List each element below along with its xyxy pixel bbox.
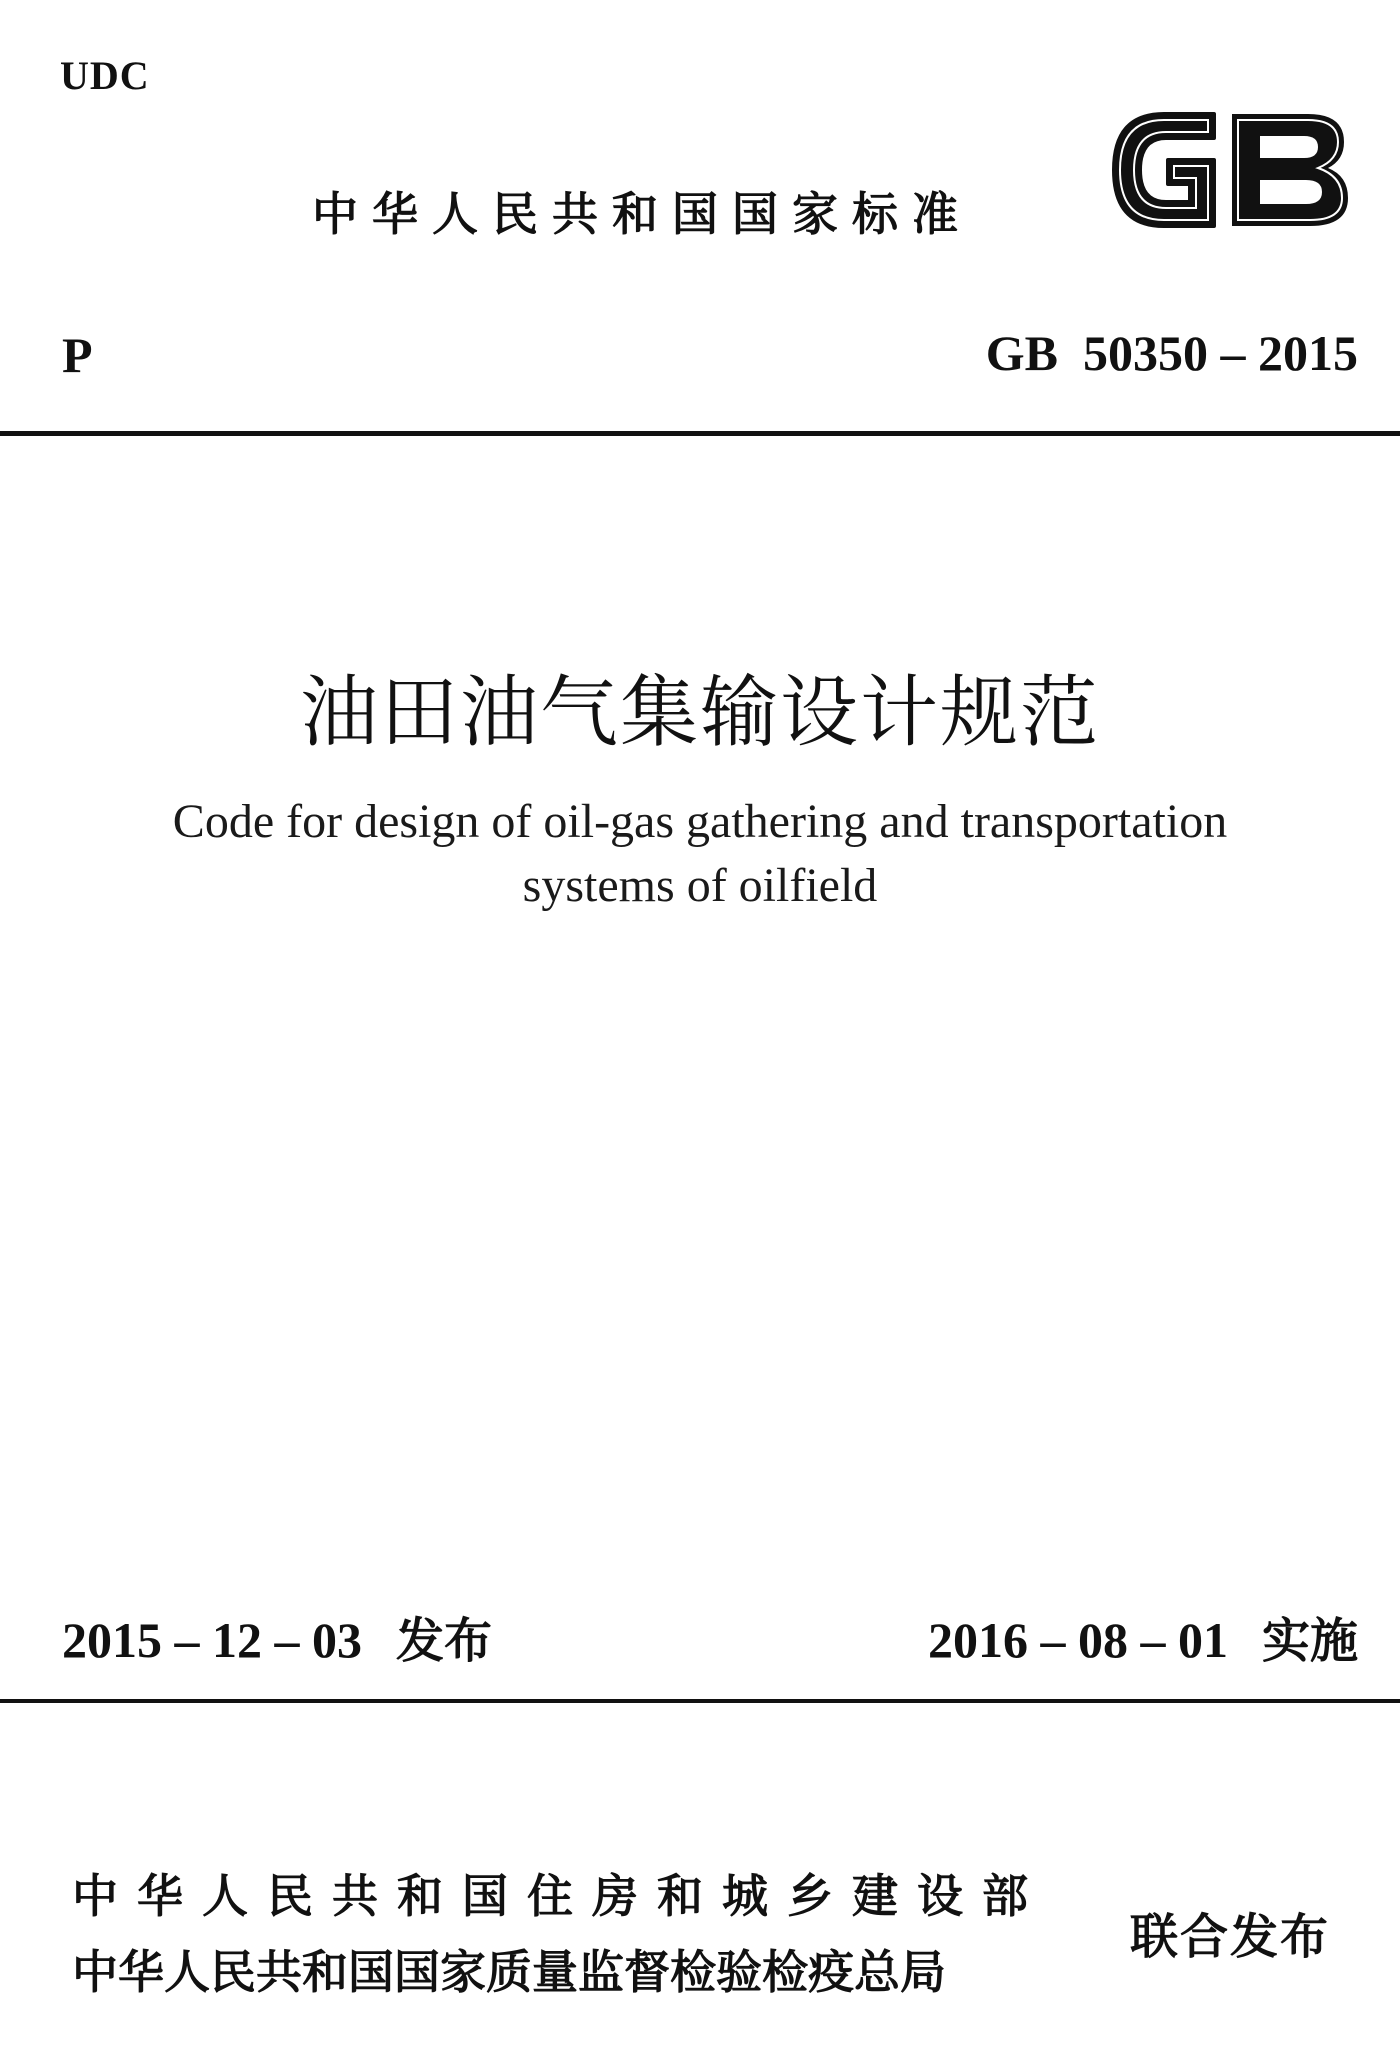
- bottom-divider: [0, 1699, 1400, 1703]
- standard-number: GB 50350 – 2015: [985, 325, 1358, 381]
- effective-date: 2016 – 08 – 01: [927, 1612, 1228, 1668]
- effective-label: 实施: [1261, 1613, 1358, 1669]
- title-english-line1: Code for design of oil-gas gathering and transportation: [172, 795, 1228, 848]
- national-standard-label: 中华人民共和国国家标准: [312, 187, 972, 241]
- title-english-line2: systems of oilfield: [522, 859, 878, 912]
- udc-label: UDC: [60, 53, 150, 98]
- title-english: [0, 790, 1400, 918]
- joint-publish-label: 联合发布: [1130, 1909, 1331, 1965]
- publisher-line1: 中华人民共和国住房和城乡建设部: [72, 1869, 1047, 1923]
- effective-block: [928, 1602, 1358, 1671]
- gb-logo: [1096, 100, 1360, 240]
- title-chinese: 油田油气集输设计规范: [299, 668, 1100, 758]
- issue-label: 发布: [396, 1613, 493, 1669]
- top-divider: [0, 431, 1400, 436]
- issue-date: 2015 – 12 – 03: [62, 1612, 362, 1668]
- category-code: P: [62, 327, 93, 383]
- publisher-line2: 中华人民共和国国家质量监督检验检疫总局: [72, 1945, 946, 1999]
- issue-block: [62, 1602, 492, 1671]
- dates-row: [62, 1602, 1358, 1671]
